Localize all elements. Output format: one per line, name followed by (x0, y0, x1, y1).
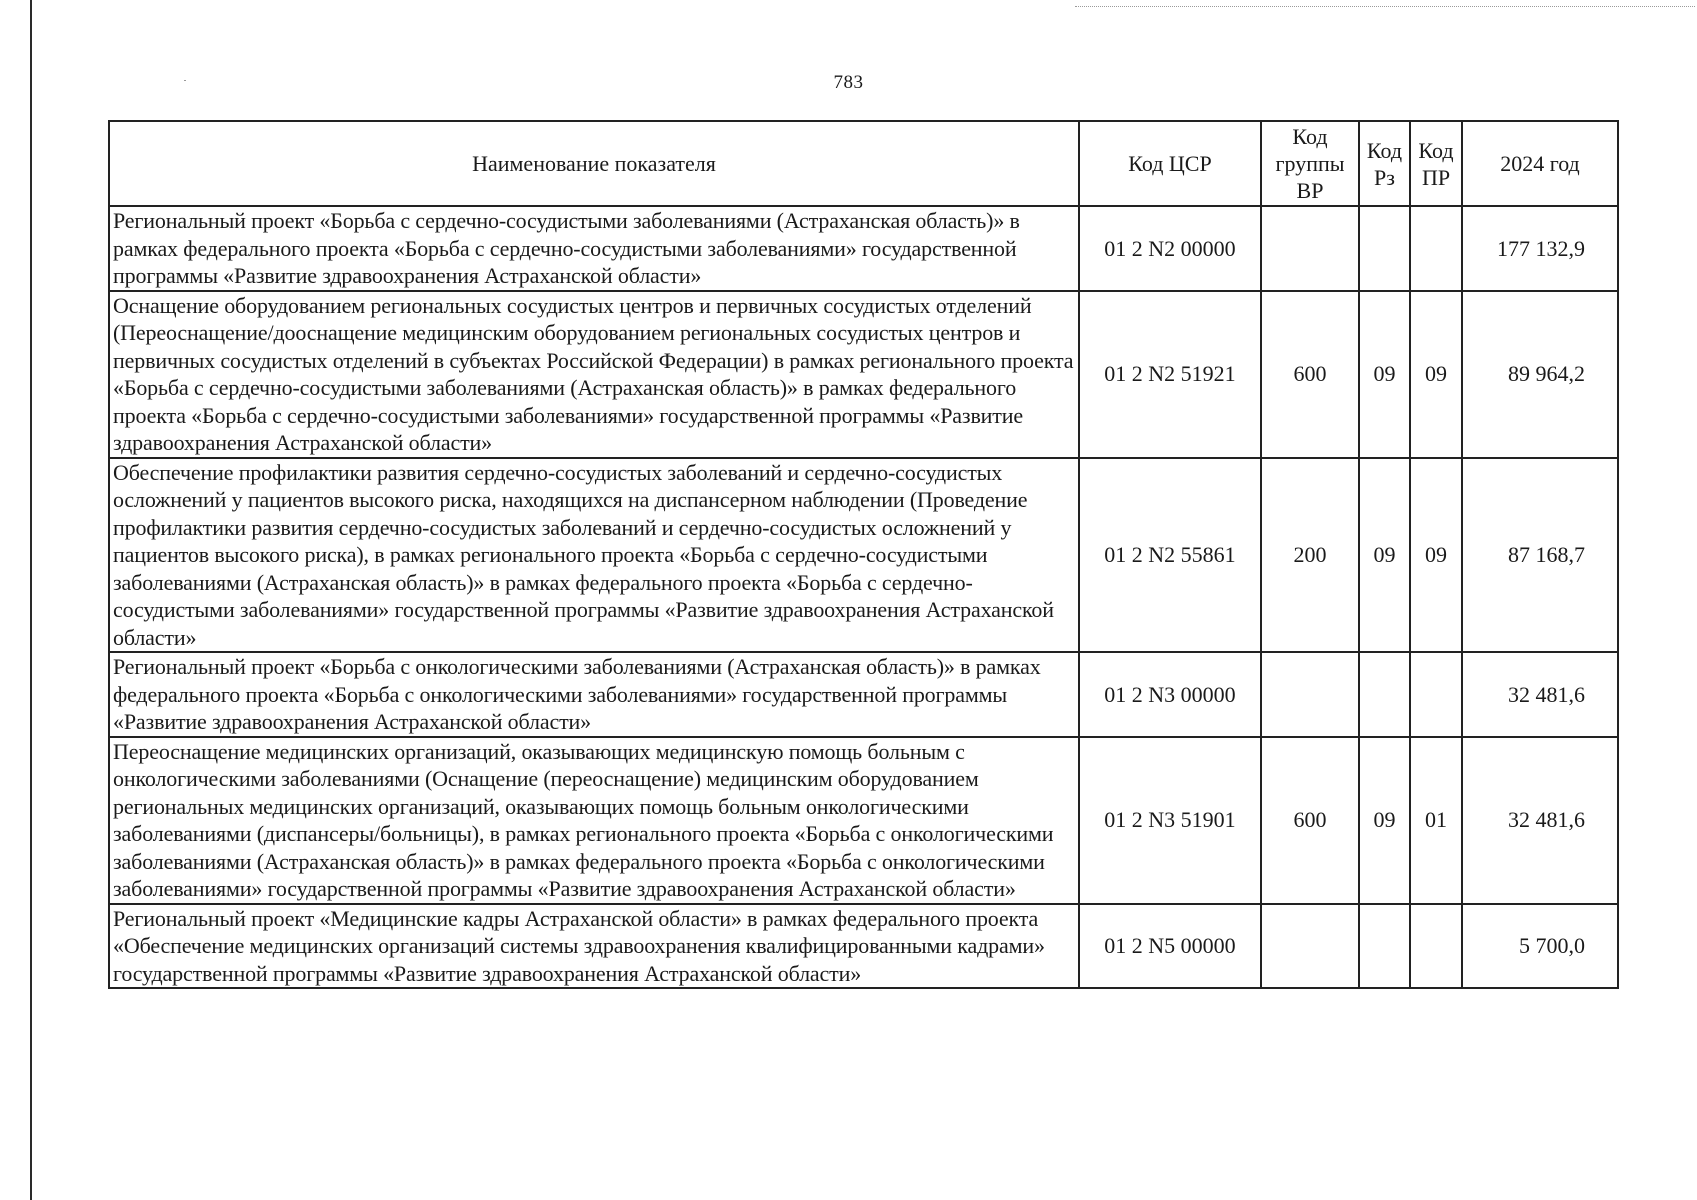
scan-top-edge-dots (1075, 6, 1695, 7)
row-vr-code (1261, 652, 1359, 737)
row-pr-code: 09 (1410, 291, 1462, 458)
row-pr-code: 09 (1410, 458, 1462, 653)
row-vr-code: 600 (1261, 737, 1359, 904)
row-rz-code: 09 (1359, 458, 1410, 653)
row-name: Оснащение оборудованием региональных сосудистых центров и первичных сосудистых отделений (Переоснащение/дооснащение медицинским оборудованием региональных сосудистых центров и первичных сосудистых отделений в субъектах Российской Федерации) в рамках регионального проекта «Борьба с сердечно-сосудистыми заболеваниями (Астраханская область)» в рамках федерального проекта «Борьба с сердечно-сосудистыми заболеваниями» государственной программы «Развитие здравоохранения Астраханской области» (109, 291, 1079, 458)
row-csr-code: 01 2 N3 00000 (1079, 652, 1261, 737)
row-pr-code (1410, 904, 1462, 989)
row-amount: 5 700,0 (1462, 904, 1618, 989)
header-pr-code: Код ПР (1410, 121, 1462, 206)
row-csr-code: 01 2 N5 00000 (1079, 904, 1261, 989)
row-amount: 177 132,9 (1462, 206, 1618, 291)
header-year-2024: 2024 год (1462, 121, 1618, 206)
table-header-row (109, 121, 1618, 206)
header-name: Наименование показателя (109, 121, 1079, 206)
row-csr-code: 01 2 N3 51901 (1079, 737, 1261, 904)
row-name: Переоснащение медицинских организаций, оказывающих медицинскую помощь больным с онкологическими заболеваниями (Оснащение (переоснащение) медицинским оборудованием региональных медицинских организаций, оказывающих помощь больным онкологическими заболеваниями (диспансеры/больницы), в рамках регионального проекта «Борьба с онкологическими заболеваниями (Астраханская область)» в рамках федерального проекта «Борьба с онкологическими заболеваниями» государственной программы «Развитие здравоохранения Астраханской области» (109, 737, 1079, 904)
header-csr-code: Код ЦСР (1079, 121, 1261, 206)
row-csr-code: 01 2 N2 51921 (1079, 291, 1261, 458)
row-amount: 89 964,2 (1462, 291, 1618, 458)
row-rz-code: 09 (1359, 737, 1410, 904)
row-vr-code: 600 (1261, 291, 1359, 458)
row-vr-code (1261, 904, 1359, 989)
table-row (109, 458, 1618, 653)
row-csr-code: 01 2 N2 55861 (1079, 458, 1261, 653)
row-csr-code: 01 2 N2 00000 (1079, 206, 1261, 291)
row-name: Региональный проект «Медицинские кадры Астраханской области» в рамках федерального проекта «Обеспечение медицинских организаций системы здравоохранения квалифицированными кадрами» государственной программы «Развитие здравоохранения Астраханской области» (109, 904, 1079, 989)
table-row (109, 904, 1618, 989)
row-vr-code (1261, 206, 1359, 291)
table-row (109, 206, 1618, 291)
row-amount: 32 481,6 (1462, 652, 1618, 737)
row-pr-code (1410, 652, 1462, 737)
page-number: 783 (833, 72, 864, 93)
row-name: Обеспечение профилактики развития сердечно-сосудистых заболеваний и сердечно-сосудистых осложнений у пациентов высокого риска, находящихся на диспансерном наблюдении (Проведение профилактики развития сердечно-сосудистых заболеваний и сердечно-сосудистых осложнений у пациентов высокого риска), в рамках регионального проекта «Борьба с сердечно-сосудистыми заболеваниями (Астраханская область)» в рамках федерального проекта «Борьба с сердечно-сосудистыми заболеваниями» государственной программы «Развитие здравоохранения Астраханской области» (109, 458, 1079, 653)
row-name: Региональный проект «Борьба с сердечно-сосудистыми заболеваниями (Астраханская область)» в рамках федерального проекта «Борьба с сердечно-сосудистыми заболеваниями» государственной программы «Развитие здравоохранения Астраханской области» (109, 206, 1079, 291)
row-amount: 32 481,6 (1462, 737, 1618, 904)
row-pr-code (1410, 206, 1462, 291)
table-row (109, 652, 1618, 737)
row-rz-code (1359, 904, 1410, 989)
row-vr-code: 200 (1261, 458, 1359, 653)
scan-left-edge-line (30, 0, 32, 1200)
table-row (109, 737, 1618, 904)
row-pr-code: 01 (1410, 737, 1462, 904)
table-row (109, 291, 1618, 458)
row-rz-code: 09 (1359, 291, 1410, 458)
header-rz-code: Код Рз (1359, 121, 1410, 206)
row-amount: 87 168,7 (1462, 458, 1618, 653)
row-name: Региональный проект «Борьба с онкологическими заболеваниями (Астраханская область)» в рамках федерального проекта «Борьба с онкологическими заболеваниями» государственной программы «Развитие здравоохранения Астраханской области» (109, 652, 1079, 737)
budget-table (108, 120, 1619, 989)
header-vr-code: Код группы ВР (1261, 121, 1359, 206)
row-rz-code (1359, 652, 1410, 737)
row-rz-code (1359, 206, 1410, 291)
